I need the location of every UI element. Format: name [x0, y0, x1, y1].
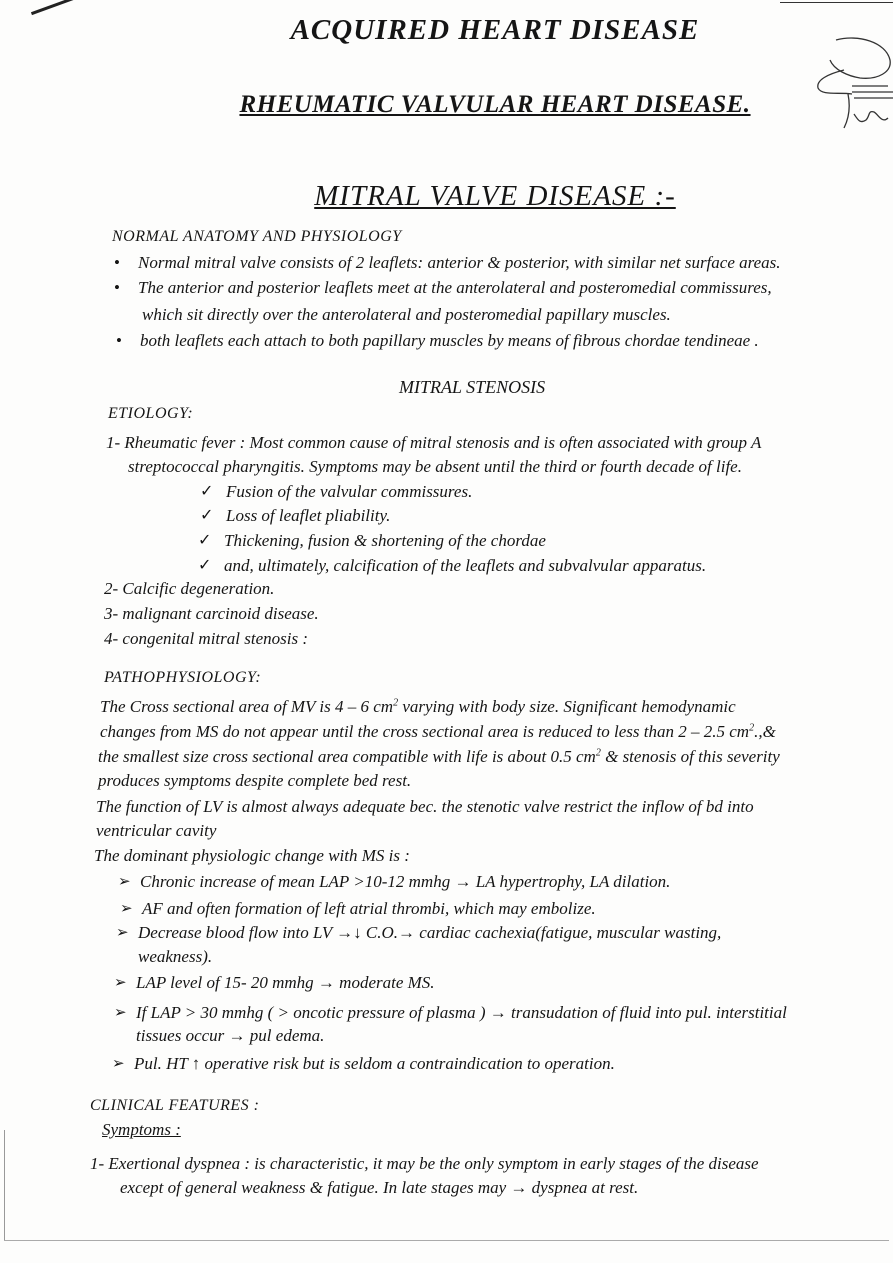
- etiology-heading: ETIOLOGY:: [108, 405, 194, 422]
- arrow-bullet-item: ➢ If LAP > 30 mmhg ( > oncotic pressure of plasma ) → transudation of fluid into pul. interstitial: [136, 1002, 787, 1024]
- anatomy-bullet: • both leaflets each attach to both papillary muscles by means of fibrous chordae tendineae .: [140, 330, 759, 352]
- checklist-item: ✓ Loss of leaflet pliability.: [226, 505, 390, 527]
- page-subtitle: RHEUMATIC VALVULAR HEART DISEASE.: [239, 91, 751, 118]
- scan-top-line: [780, 2, 893, 3]
- stenosis-heading: MITRAL STENOSIS: [399, 377, 546, 397]
- paragraph-line: the smallest size cross sectional area compatible with life is about 0.5 $cm^2$ & stenosis of this severity: [98, 747, 780, 766]
- section-title: MITRAL VALVE DISEASE :-: [314, 180, 676, 212]
- pathophysiology-heading: PATHOPHYSIOLOGY:: [104, 669, 262, 686]
- symptom-item-continuation: except of general weakness & fatigue. In late stages may → dyspnea at rest.: [120, 1178, 639, 1197]
- paragraph-line: changes from MS do not appear until the cross sectional area is reduced to less than 2 – 2.5 $cm^2.,\&$: [100, 722, 776, 741]
- paragraph-line: The function of LV is almost always adequate bec. the stenotic valve restrict the inflow of bd into: [96, 797, 754, 816]
- symptoms-heading: Symptoms :: [102, 1120, 181, 1139]
- page-title: ACQUIRED HEART DISEASE: [290, 14, 700, 46]
- checklist-item: ✓ Fusion of the valvular commissures.: [226, 481, 472, 503]
- paragraph-line: ventricular cavity: [96, 821, 217, 840]
- paragraph-line: produces symptoms despite complete bed rest.: [98, 771, 412, 790]
- arrow-bullet-item: ➢ LAP level of 15- 20 mmhg → moderate MS.: [136, 972, 435, 994]
- etiology-item-continuation: streptococcal pharyngitis. Symptoms may be absent until the third or fourth decade of life.: [128, 457, 742, 476]
- scan-left-edge: [4, 1130, 5, 1240]
- checklist-item: ✓ Thickening, fusion & shortening of the chordae: [224, 530, 546, 552]
- etiology-item: 2- Calcific degeneration.: [104, 579, 275, 598]
- anatomy-heading: NORMAL ANATOMY AND PHYSIOLOGY: [112, 228, 402, 245]
- anatomy-bullet: • The anterior and posterior leaflets meet at the anterolateral and posteromedial commissures,: [138, 277, 772, 299]
- arrow-bullet-item: ➢ Decrease blood flow into LV →↓ C.O.→ cardiac cachexia(fatigue, muscular wasting,: [138, 922, 721, 944]
- etiology-item: 3- malignant carcinoid disease.: [104, 604, 319, 623]
- arrow-bullet-continuation: tissues occur → pul edema.: [136, 1026, 325, 1045]
- etiology-item: 4- congenital mitral stenosis :: [104, 629, 308, 648]
- scan-pen-mark: [31, 0, 77, 15]
- arrow-bullet-item: ➢ AF and often formation of left atrial thrombi, which may embolize.: [142, 898, 596, 920]
- arrow-bullet-continuation: weakness).: [138, 947, 213, 966]
- anatomy-bullet: • Normal mitral valve consists of 2 leaflets: anterior & posterior, with similar net surface areas.: [138, 252, 781, 274]
- clinical-features-heading: CLINICAL FEATURES :: [90, 1097, 260, 1114]
- checklist-item: ✓ and, ultimately, calcification of the leaflets and subvalvular apparatus.: [224, 555, 706, 577]
- paragraph-line: The Cross sectional area of MV is 4 – 6 $cm^2$ varying with body size. Significant hemodynamic: [100, 697, 736, 716]
- paragraph-line: The dominant physiologic change with MS is :: [94, 846, 410, 865]
- etiology-item: 1- Rheumatic fever : Most common cause of mitral stenosis and is often associated with group A: [106, 433, 762, 452]
- handwritten-sketch-icon: [808, 32, 893, 137]
- arrow-bullet-item: ➢ Pul. HT ↑ operative risk but is seldom a contraindication to operation.: [134, 1053, 615, 1075]
- anatomy-bullet-continuation: which sit directly over the anterolateral and posteromedial papillary muscles.: [142, 305, 671, 324]
- scan-bottom-edge: [4, 1240, 889, 1241]
- arrow-bullet-item: ➢ Chronic increase of mean LAP >10-12 mmhg → LA hypertrophy, LA dilation.: [140, 871, 670, 893]
- symptom-item: 1- Exertional dyspnea : is characteristic, it may be the only symptom in early stages of the disease: [90, 1154, 759, 1173]
